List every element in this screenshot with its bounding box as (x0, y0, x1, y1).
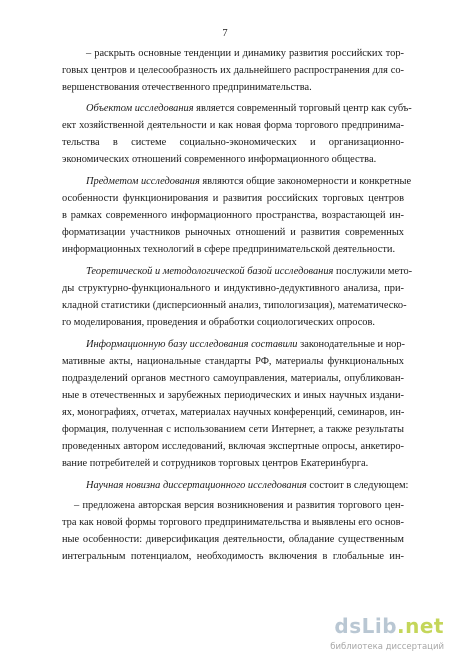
paragraph-line (86, 103, 412, 115)
text-run: законодательные и нор- (297, 339, 406, 350)
paragraph-line (86, 339, 404, 351)
text-line: форматизации участников рыночных отношений и развития современных (62, 227, 404, 238)
text-line: тельства в системе социально-экономических и организационно- (62, 137, 404, 148)
text-run: является современный торговый центр как субъ- (193, 103, 412, 114)
text-line: проведенных автором исследований, включая экспертные опросы, анкетиро- (62, 441, 404, 452)
text-line: в рамках современного информационного пространства, возрастающей ин- (62, 210, 404, 221)
text-run: состоит в следующем: (306, 480, 409, 491)
term-novelty: Научная новизна диссертационного исследования (86, 480, 307, 491)
text-line: – предложена авторская версия возникновения и развития торгового цен- (74, 500, 404, 511)
term-subject: Предметом исследования (86, 176, 200, 187)
text-run: являются общие закономерности и конкретные (199, 176, 412, 187)
text-line: вершенствования отечественного предпринимательства. (62, 82, 312, 93)
text-line: формация, полученная с использованием сети Интернет, а также результаты (62, 424, 404, 435)
paragraph-line (86, 266, 413, 278)
text-line: ные в отечественных и зарубежных периодических и иных научных издани- (62, 390, 404, 401)
text-line: особенности функционирования и развития российских торговых центров (62, 193, 404, 204)
term-object: Объектом исследования (86, 103, 194, 114)
text-line: кладной статистики (дисперсионный анализ, типологизация), математическо- (62, 300, 407, 311)
text-line: тра как новой формы торгового предпринимательства и выявлены его основ- (62, 517, 404, 528)
term-infobase: Информационную базу исследования составили (86, 339, 298, 350)
text-line: экономических отношений современного информационного общества. (62, 154, 377, 165)
text-line: го моделирования, проведения и обработки социологических опросов. (62, 317, 376, 328)
dslib-logo-domain: .net (397, 614, 444, 638)
text-line: ях, монографиях, отчетах, материалах научных конференций, семинаров, ин- (62, 407, 405, 418)
term-theory: Теоретической и методологической базой исследования (86, 266, 334, 277)
text-line: подразделений органов местного самоуправления, материалы, опубликован- (62, 373, 404, 384)
text-line: ды структурно-функционального и индуктивно-дедуктивного анализа, при- (62, 283, 404, 294)
text-line: интегральным потенциалом, необходимость включения в глобальные ин- (62, 551, 404, 562)
text-line: ные особенности: диверсификация деятельности, обладание существенным (62, 534, 404, 545)
text-line: мативные акты, национальные стандарты РФ, материалы функциональных (62, 356, 404, 367)
paragraph-line (86, 480, 408, 492)
text-line: вание потребителей и сотрудников торговых центров Екатеринбурга. (62, 458, 369, 469)
text-line: информационных технологий в сфере предпринимательской деятельности. (62, 244, 396, 255)
text-line: говых центров и целесообразность их дальнейшего распространения для со- (62, 65, 404, 76)
dslib-logo-main: dsLib (334, 614, 398, 638)
dslib-subtitle: библиотека диссертаций (330, 642, 444, 652)
page-number: 7 (222, 28, 228, 39)
text-line: – раскрыть основные тенденции и динамику развития российских тор- (86, 48, 404, 59)
dslib-watermark (324, 614, 444, 662)
text-run: послужили мето- (333, 266, 413, 277)
text-line: ект хозяйственной деятельности и как новая форма торгового предпринима- (62, 120, 404, 131)
paragraph-line (86, 176, 412, 188)
dslib-logo (334, 614, 444, 638)
